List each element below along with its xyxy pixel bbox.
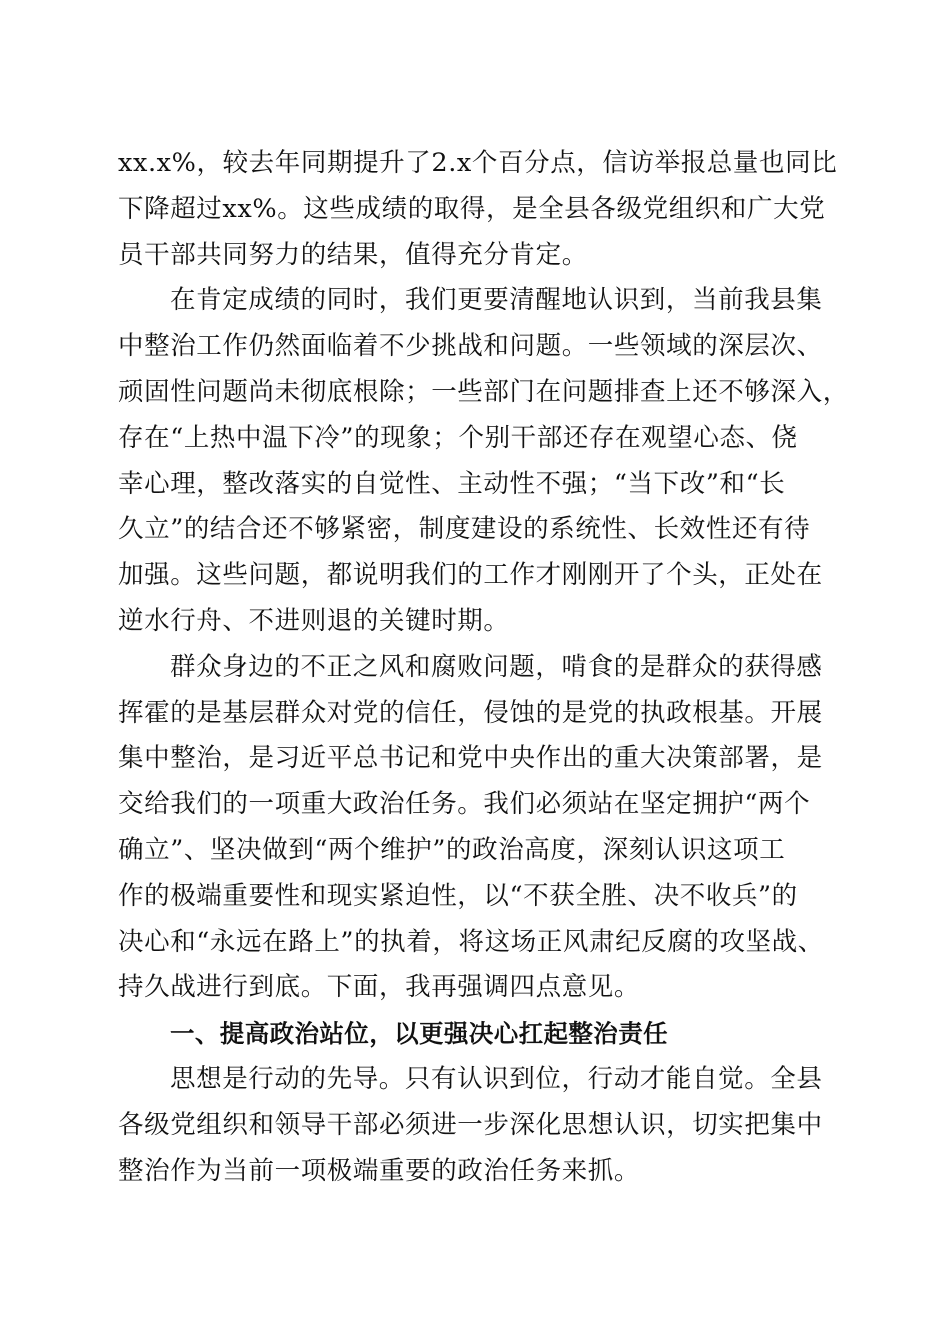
- text-line: 存在“上热中温下冷”的现象；个别干部还存在观望心态、侥: [118, 422, 798, 453]
- text-line: 下降超过xx%。这些成绩的取得，是全县各级党组织和广大党: [118, 193, 826, 224]
- text-line: 久立”的结合还不够紧密，制度建设的系统性、长效性还有待: [118, 514, 811, 545]
- text-line: 集中整治，是习近平总书记和党中央作出的重大决策部署，是: [118, 743, 823, 774]
- text-line: 决心和“永远在路上”的执着，将这场正风肃纪反腐的攻坚战、: [118, 926, 824, 957]
- text-line: 员干部共同努力的结果，值得充分肯定。: [118, 239, 588, 270]
- text-line: 思想是行动的先导。只有认识到位，行动才能自觉。全县: [170, 1063, 823, 1094]
- text-line: 各级党组织和领导干部必须进一步深化思想认识，切实把集中: [118, 1109, 823, 1140]
- text-line: 群众身边的不正之风和腐败问题，啃食的是群众的获得感: [170, 651, 823, 682]
- text-line: 持久战进行到底。下面，我再强调四点意见。: [118, 972, 641, 1003]
- text-line: 作的极端重要性和现实紧迫性，以“不获全胜、决不收兵”的: [118, 880, 798, 911]
- text-line: xx.x%，较去年同期提升了2.x个百分点，信访举报总量也同比: [118, 148, 838, 178]
- section-heading: 一、提高政治站位，以更强决心扛起整治责任: [170, 1019, 668, 1049]
- paragraph-4: [118, 1057, 838, 1194]
- document-body: [118, 141, 849, 1194]
- text-line: 中整治工作仍然面临着不少挑战和问题。一些领域的深层次、: [118, 331, 823, 362]
- text-line: 确立”、坚决做到“两个维护”的政治高度，深刻认识这项工: [118, 834, 786, 865]
- text-line: 幸心理，整改落实的自觉性、主动性不强；“当下改”和“长: [118, 468, 786, 499]
- text-line: 逆水行舟、不进则退的关键时期。: [118, 605, 510, 636]
- text-line: 加强。这些问题，都说明我们的工作才刚刚开了个头，正处在: [118, 560, 823, 591]
- paragraph-3: [118, 645, 838, 1011]
- text-line: 顽固性问题尚未彻底根除；一些部门在问题排查上还不够深入，: [118, 376, 849, 407]
- text-line: 挥霍的是基层群众对党的信任，侵蚀的是党的执政根基。开展: [118, 697, 823, 728]
- text-line: 整治作为当前一项极端重要的政治任务来抓。: [118, 1155, 641, 1186]
- paragraph-1: [118, 141, 838, 278]
- text-line: 在肯定成绩的同时，我们更要清醒地认识到，当前我县集: [170, 285, 823, 316]
- text-line: 交给我们的一项重大政治任务。我们必须站在坚定拥护“两个: [118, 789, 811, 820]
- paragraph-2: [118, 278, 849, 644]
